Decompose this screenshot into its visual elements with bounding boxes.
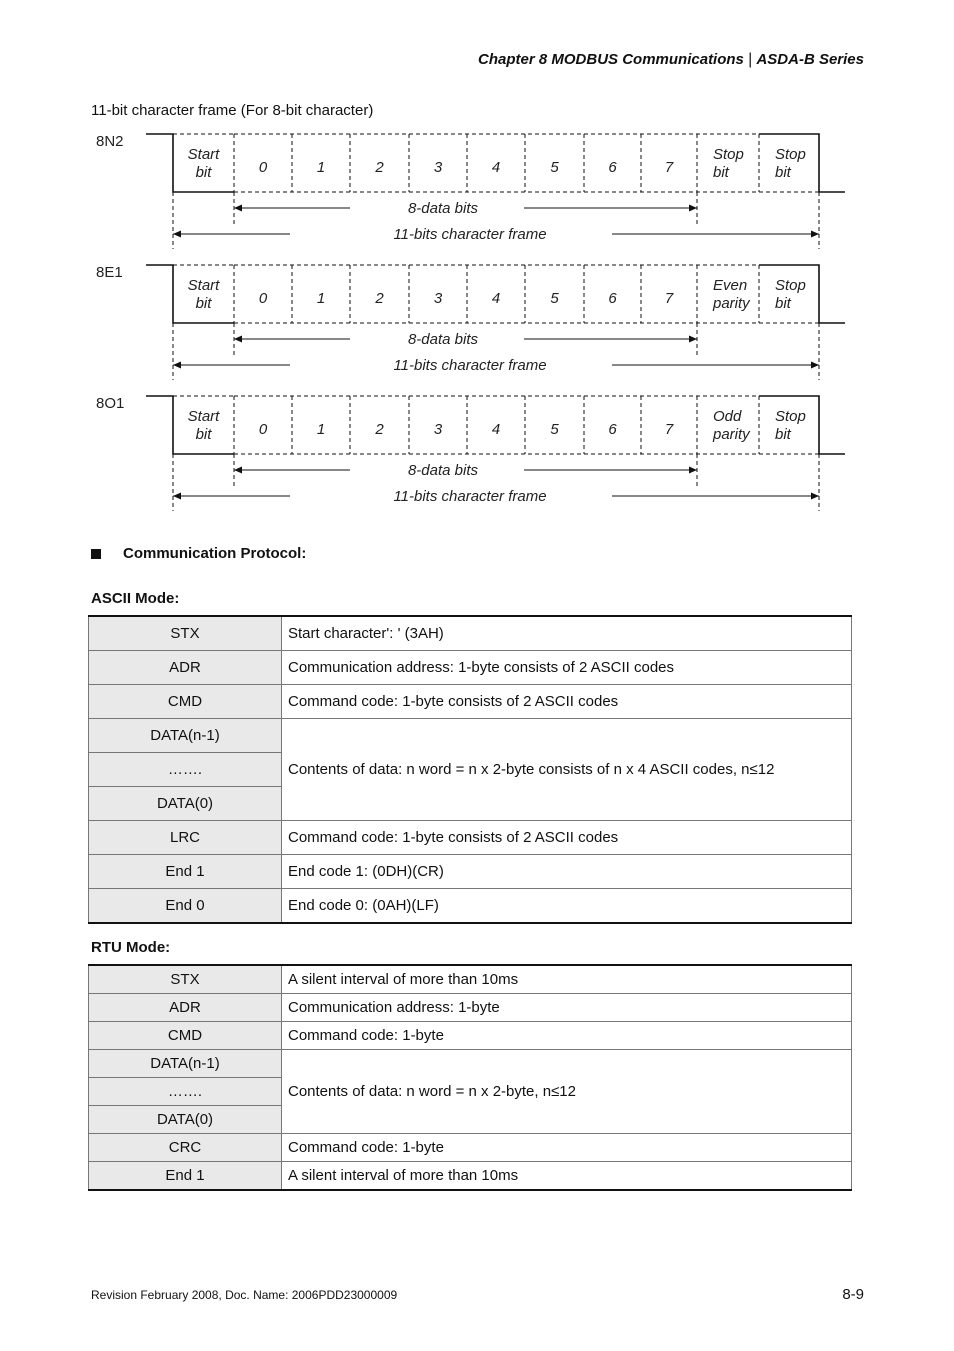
field-name: ……. bbox=[89, 753, 282, 787]
footer-revision: Revision February 2008, Doc. Name: 2006PDD23000009 bbox=[91, 1288, 398, 1302]
table-row bbox=[89, 889, 852, 924]
bit-label: 3 bbox=[433, 421, 443, 438]
bit-label: bit bbox=[713, 164, 729, 181]
frame-name: 8O1 bbox=[96, 395, 125, 412]
ascii-mode-title: ASCII Mode: bbox=[91, 590, 180, 607]
bit-label: Start bbox=[187, 146, 220, 163]
page-number: 8-9 bbox=[842, 1286, 864, 1303]
field-description: End code 0: (0AH)(LF) bbox=[282, 889, 852, 924]
arrow-left-icon bbox=[234, 467, 242, 474]
frame-name: 8N2 bbox=[96, 133, 124, 150]
bit-label: parity bbox=[713, 295, 750, 312]
table-row bbox=[89, 1162, 852, 1191]
field-name: STX bbox=[89, 616, 282, 651]
bit-label: 2 bbox=[375, 159, 384, 176]
bit-label: 7 bbox=[664, 421, 674, 438]
data-bits-label: 8-data bits bbox=[407, 462, 479, 479]
bit-label: parity bbox=[713, 426, 750, 443]
bit-label: bit bbox=[195, 426, 212, 443]
bit-label: 7 bbox=[664, 159, 674, 176]
frame-section-title: 11-bit character frame (For 8-bit character) bbox=[91, 102, 374, 119]
arrow-right-icon bbox=[689, 336, 697, 343]
table-row bbox=[89, 685, 852, 719]
field-name: DATA(n-1) bbox=[89, 719, 282, 753]
arrow-right-icon bbox=[689, 205, 697, 212]
field-description: Command code: 1-byte bbox=[282, 1134, 852, 1162]
table-row bbox=[89, 821, 852, 855]
bit-label: 7 bbox=[664, 290, 674, 307]
bit-label: 5 bbox=[550, 421, 559, 438]
bit-label: Stop bbox=[775, 146, 806, 163]
field-description: Contents of data: n word = n x 2-byte consists of n x 4 ASCII codes, n≤12 bbox=[282, 719, 852, 821]
arrow-left-icon bbox=[234, 205, 242, 212]
table-row bbox=[89, 855, 852, 889]
frame-length-label: 11-bits character frame bbox=[393, 357, 547, 374]
field-description: Contents of data: n word = n x 2-byte, n≤12 bbox=[282, 1050, 852, 1134]
signal-line bbox=[146, 134, 234, 192]
bit-label: 5 bbox=[550, 159, 559, 176]
bit-label: 1 bbox=[316, 421, 326, 438]
rtu-mode-title: RTU Mode: bbox=[91, 939, 171, 956]
bit-label: bit bbox=[775, 426, 791, 443]
signal-line bbox=[759, 134, 845, 192]
field-description: Start character': ' (3AH) bbox=[282, 616, 852, 651]
table-row bbox=[89, 719, 852, 753]
bit-label: 1 bbox=[316, 290, 326, 307]
bit-label: 0 bbox=[258, 290, 268, 307]
field-name: DATA(0) bbox=[89, 787, 282, 821]
bit-label: Odd bbox=[713, 408, 742, 425]
field-name: ……. bbox=[89, 1078, 282, 1106]
bit-label: bit bbox=[195, 164, 212, 181]
frame-length-label: 11-bits character frame bbox=[393, 488, 547, 505]
bit-label: 6 bbox=[608, 290, 617, 307]
bit-label: 5 bbox=[550, 290, 559, 307]
field-description: Command code: 1-byte consists of 2 ASCII codes bbox=[282, 685, 852, 719]
frame-name: 8E1 bbox=[96, 264, 123, 281]
field-description: Communication address: 1-byte consists of 2 ASCII codes bbox=[282, 651, 852, 685]
bit-label: 3 bbox=[433, 290, 443, 307]
bit-label: Stop bbox=[713, 146, 744, 163]
field-description: Command code: 1-byte consists of 2 ASCII codes bbox=[282, 821, 852, 855]
arrow-right-icon bbox=[811, 362, 819, 369]
arrow-right-icon bbox=[811, 231, 819, 238]
bit-label: Start bbox=[187, 277, 220, 294]
field-name: LRC bbox=[89, 821, 282, 855]
arrow-right-icon bbox=[689, 467, 697, 474]
field-name: ADR bbox=[89, 651, 282, 685]
data-bits-label: 8-data bits bbox=[407, 331, 479, 348]
bit-label: 4 bbox=[491, 159, 501, 176]
field-name: End 0 bbox=[89, 889, 282, 924]
arrow-right-icon bbox=[811, 493, 819, 500]
bit-label: 0 bbox=[258, 159, 268, 176]
field-name: DATA(n-1) bbox=[89, 1050, 282, 1078]
protocol-heading-text: Communication Protocol: bbox=[123, 545, 307, 562]
square-bullet-icon bbox=[91, 549, 101, 559]
ascii-mode-table bbox=[88, 615, 852, 924]
bit-label: 2 bbox=[375, 290, 384, 307]
field-description: A silent interval of more than 10ms bbox=[282, 965, 852, 994]
frame-length-label: 11-bits character frame bbox=[393, 226, 547, 243]
signal-line bbox=[759, 265, 845, 323]
field-name: ADR bbox=[89, 994, 282, 1022]
bit-label: Even bbox=[713, 277, 748, 294]
signal-line bbox=[759, 396, 845, 454]
bit-label: 6 bbox=[608, 159, 617, 176]
arrow-left-icon bbox=[173, 493, 181, 500]
bit-label: 4 bbox=[491, 290, 501, 307]
table-row bbox=[89, 1134, 852, 1162]
signal-line bbox=[146, 396, 234, 454]
field-name: End 1 bbox=[89, 855, 282, 889]
field-description: End code 1: (0DH)(CR) bbox=[282, 855, 852, 889]
bit-label: Start bbox=[187, 408, 220, 425]
arrow-left-icon bbox=[173, 362, 181, 369]
field-description: Communication address: 1-byte bbox=[282, 994, 852, 1022]
bit-label: 1 bbox=[316, 159, 326, 176]
table-row bbox=[89, 1050, 852, 1078]
field-description: Command code: 1-byte bbox=[282, 1022, 852, 1050]
bit-label: 0 bbox=[258, 421, 268, 438]
field-name: CMD bbox=[89, 685, 282, 719]
table-row bbox=[89, 651, 852, 685]
bit-label: Stop bbox=[775, 408, 806, 425]
bit-label: 3 bbox=[433, 159, 443, 176]
signal-line bbox=[146, 265, 234, 323]
bit-label: bit bbox=[775, 295, 791, 312]
bit-label: 6 bbox=[608, 421, 617, 438]
field-name: STX bbox=[89, 965, 282, 994]
character-frame-diagrams bbox=[0, 0, 954, 530]
field-description: A silent interval of more than 10ms bbox=[282, 1162, 852, 1191]
bit-label: 2 bbox=[375, 421, 384, 438]
field-name: DATA(0) bbox=[89, 1106, 282, 1134]
protocol-heading bbox=[91, 545, 306, 562]
arrow-left-icon bbox=[173, 231, 181, 238]
arrow-left-icon bbox=[234, 336, 242, 343]
table-row bbox=[89, 994, 852, 1022]
data-bits-label: 8-data bits bbox=[407, 200, 479, 217]
bit-label: Stop bbox=[775, 277, 806, 294]
table-row bbox=[89, 1022, 852, 1050]
page-header: Chapter 8 MODBUS Communications❘ASDA-B Series bbox=[478, 51, 864, 68]
field-name: End 1 bbox=[89, 1162, 282, 1191]
field-name: CRC bbox=[89, 1134, 282, 1162]
bit-label: bit bbox=[775, 164, 791, 181]
bit-label: bit bbox=[195, 295, 212, 312]
field-name: CMD bbox=[89, 1022, 282, 1050]
bit-label: 4 bbox=[491, 421, 501, 438]
table-row bbox=[89, 965, 852, 994]
table-row bbox=[89, 616, 852, 651]
rtu-mode-table bbox=[88, 964, 852, 1191]
